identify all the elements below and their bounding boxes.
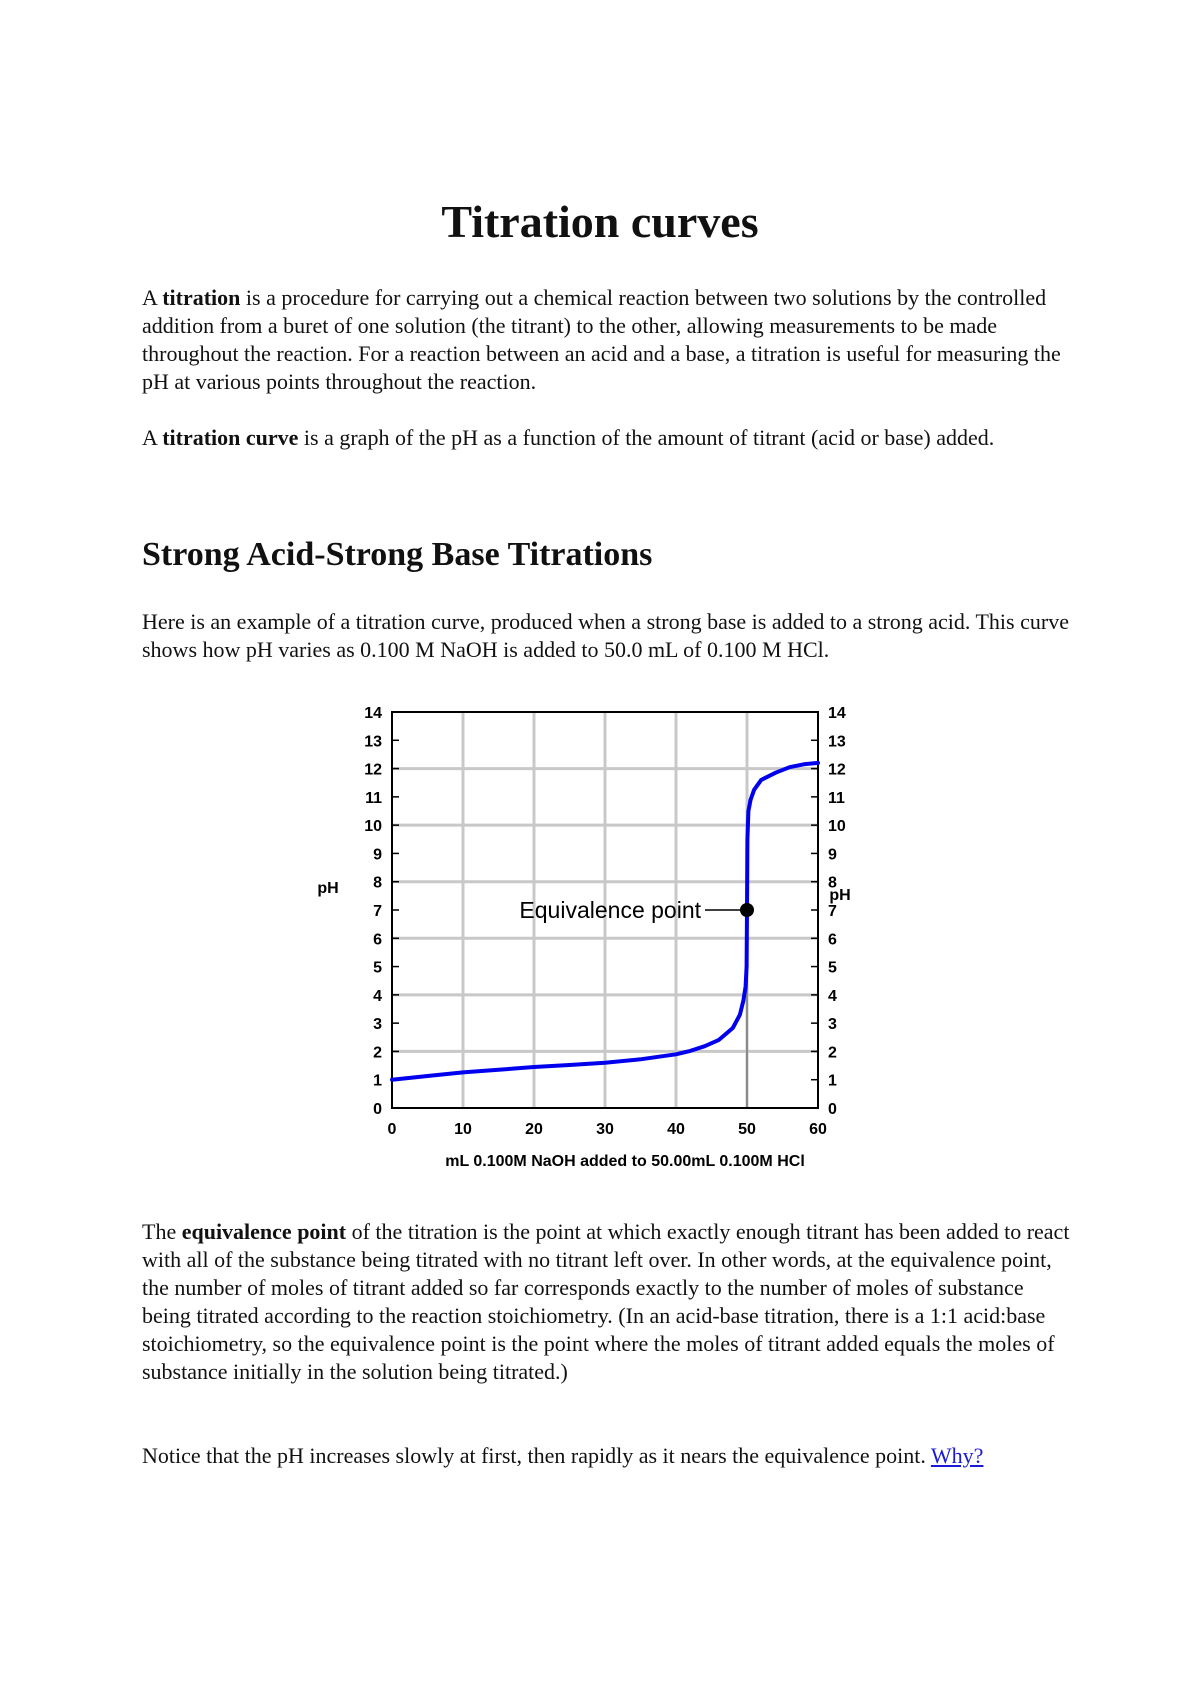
y-tick-label-left-6: 6 [373, 931, 382, 949]
notice-paragraph [142, 1442, 1072, 1470]
equivalence-rest: of the titration is the point at which exactly enough titrant has been added to react with all of the substance being titrated with no titrant left over. In other words, at the equivalence point, the number of moles of titrant added so far corresponds exactly to the number of moles of substance being titrated according to the reaction stoichiometry. (In an acid-base titration, there is a 1:1 acid:base stoichiometry, so the equivalence point is the point where the moles of titrant added equals the moles of substance initially in the solution being titrated.) [142, 1219, 1070, 1384]
why-link[interactable]: Why? [930, 1443, 984, 1468]
y-axis-label-right: pH [829, 887, 851, 905]
intro-p1-rest: is a procedure for carrying out a chemical reaction between two solutions by the controlled addition from a buret of one solution (the titrant) to the other, allowing measurements to be made throughout the reaction. For a reaction between an acid and a base, a titration is useful for measuring the pH at various points throughout the reaction. [142, 285, 1061, 394]
y-tick-label-right-4: 4 [828, 987, 837, 1005]
x-tick-label-10: 10 [454, 1121, 472, 1138]
y-tick-label-left-8: 8 [373, 874, 382, 892]
y-tick-label-right-10: 10 [828, 818, 846, 836]
y-tick-label-right-2: 2 [828, 1044, 837, 1062]
x-tick-label-0: 0 [387, 1121, 397, 1138]
y-tick-label-left-0: 0 [373, 1101, 382, 1118]
equivalence-point-marker [740, 903, 754, 917]
page-title: Titration curves [441, 196, 759, 247]
y-tick-label-left-1: 1 [373, 1072, 382, 1090]
y-tick-label-right-11: 11 [828, 789, 845, 807]
y-tick-label-left-11: 11 [365, 789, 382, 807]
equivalence-lead: The [142, 1219, 182, 1244]
y-tick-label-left-2: 2 [373, 1044, 382, 1062]
y-tick-label-right-1: 1 [828, 1072, 837, 1090]
x-tick-label-40: 40 [667, 1121, 685, 1138]
x-tick-label-50: 50 [738, 1121, 756, 1138]
y-tick-label-left-14: 14 [364, 705, 382, 722]
section-paragraph-1: Here is an example of a titration curve, produced when a strong base is added to a strong acid. This curve shows how pH varies as 0.100 M NaOH is added to 50.0 mL of 0.100 M HCl. [142, 609, 1069, 662]
y-tick-label-left-4: 4 [373, 987, 382, 1005]
y-tick-label-left-12: 12 [364, 761, 382, 779]
equivalence-paragraph [142, 1218, 1072, 1386]
section-heading: Strong Acid-Strong Base Titrations [142, 536, 653, 573]
titration-chart [300, 698, 860, 1176]
intro-p2-lead: A [142, 425, 163, 450]
y-tick-label-left-10: 10 [364, 818, 382, 836]
intro-p2-term: titration curve [162, 425, 299, 450]
y-tick-label-right-13: 13 [828, 733, 846, 751]
x-axis-label: mL 0.100M NaOH added to 50.00mL 0.100M HCl [445, 1153, 805, 1170]
notice-text: Notice that the pH increases slowly at first, then rapidly as it nears the equivalence point. [142, 1443, 931, 1468]
equivalence-term: equivalence point [181, 1219, 347, 1244]
y-tick-label-right-8: 8 [828, 874, 837, 892]
y-tick-label-right-12: 12 [828, 761, 846, 779]
x-tick-label-20: 20 [525, 1121, 543, 1138]
x-tick-label-60: 60 [809, 1121, 827, 1138]
intro-p1-term: titration [162, 285, 241, 310]
intro-paragraph-2 [142, 424, 1072, 452]
intro-p1-lead: A [142, 285, 163, 310]
x-tick-label-30: 30 [596, 1121, 614, 1138]
y-tick-label-left-3: 3 [373, 1016, 382, 1034]
y-tick-label-left-9: 9 [373, 846, 382, 864]
y-tick-label-right-3: 3 [828, 1016, 837, 1034]
y-tick-label-right-7: 7 [828, 903, 837, 920]
intro-p2-rest: is a graph of the pH as a function of the amount of titrant (acid or base) added. [298, 425, 995, 450]
y-tick-label-right-9: 9 [828, 846, 837, 864]
equivalence-point-label: Equivalence point [519, 897, 701, 923]
y-tick-label-right-0: 0 [828, 1101, 837, 1118]
y-tick-label-left-13: 13 [364, 733, 382, 751]
y-tick-label-right-14: 14 [828, 705, 846, 722]
y-axis-label-left: pH [317, 880, 339, 898]
y-tick-label-right-5: 5 [828, 959, 837, 977]
y-tick-label-right-6: 6 [828, 931, 837, 949]
y-tick-label-left-7: 7 [373, 903, 382, 920]
y-tick-label-left-5: 5 [373, 959, 382, 977]
intro-paragraph-1 [142, 284, 1072, 396]
